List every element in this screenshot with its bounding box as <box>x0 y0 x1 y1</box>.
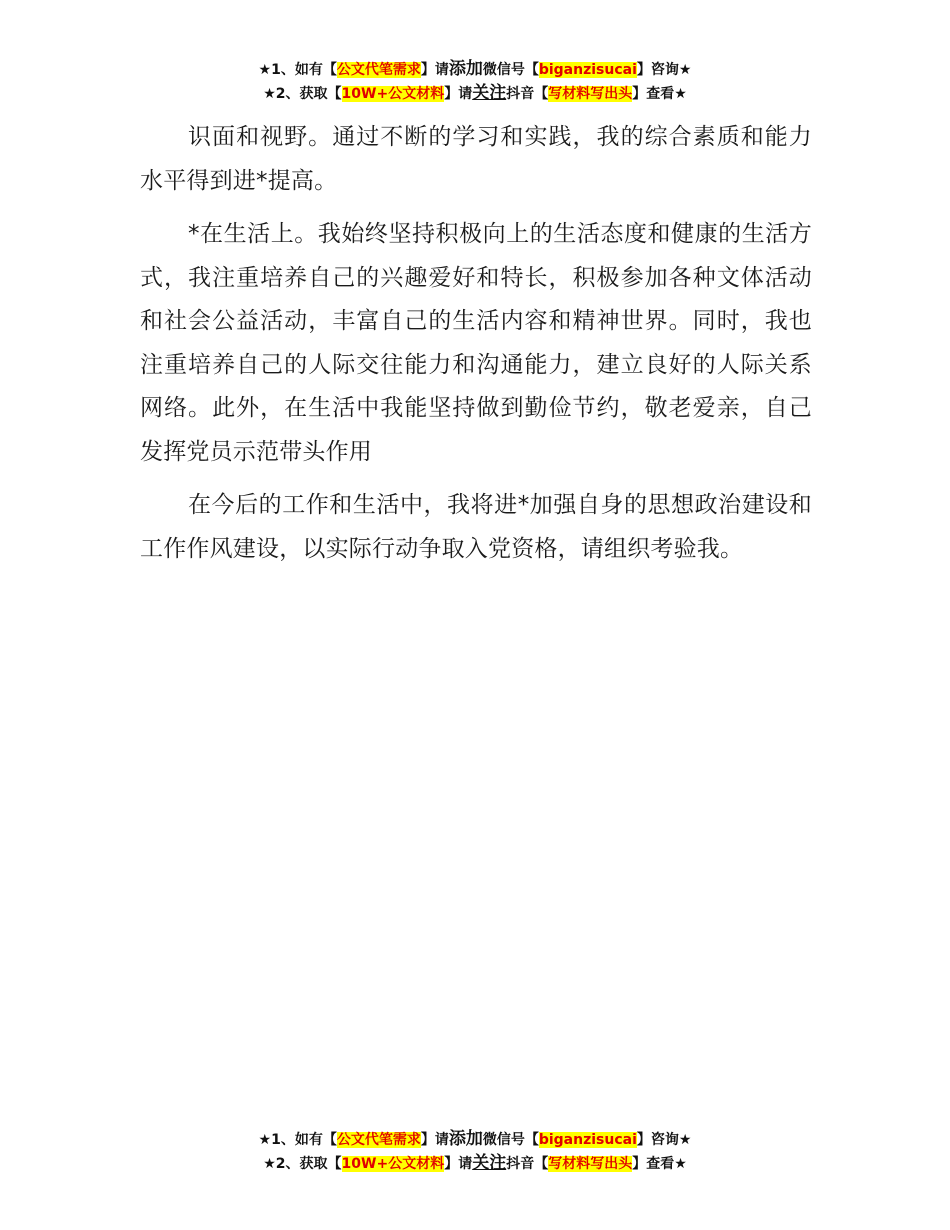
banner-emphasis-underlined: 关注 <box>472 1153 507 1173</box>
banner-text: 微信号【 <box>482 1132 539 1148</box>
banner-text: 2、获取【 <box>275 86 342 102</box>
star-icon: ★ <box>258 62 272 78</box>
footer-banner-line-2 <box>0 1152 950 1176</box>
banner-text: 】请 <box>420 62 449 78</box>
highlight-materials: 10W+公文材料 <box>341 1156 445 1172</box>
footer-banner <box>0 1128 950 1176</box>
highlight-materials: 10W+公文材料 <box>341 86 445 102</box>
banner-text: 】查看 <box>632 1156 675 1172</box>
star-icon: ★ <box>678 1132 692 1148</box>
star-icon: ★ <box>678 62 692 78</box>
paragraph: 在今后的工作和生活中，我将进*加强自身的思想政治建设和工作作风建设，以实际行动争取入党资格，请组织考验我。 <box>140 492 812 562</box>
highlight-service: 公文代笔需求 <box>336 1132 421 1148</box>
highlight-wechat-id: biganzisucai <box>538 62 637 78</box>
star-icon: ★ <box>674 86 687 102</box>
star-icon: ★ <box>674 1156 687 1172</box>
banner-text: 】请 <box>420 1132 449 1148</box>
paragraph: 识面和视野。通过不断的学习和实践，我的综合素质和能力水平得到进*提高。 <box>140 124 812 194</box>
banner-text: 微信号【 <box>482 62 539 78</box>
highlight-douyin-account: 写材料写出头 <box>548 1156 633 1172</box>
banner-emphasis-underlined: 关注 <box>472 83 507 103</box>
star-icon: ★ <box>263 1156 276 1172</box>
star-icon: ★ <box>258 1132 272 1148</box>
highlight-douyin-account: 写材料写出头 <box>548 86 633 102</box>
banner-text: 】咨询 <box>636 62 679 78</box>
banner-text: 】请 <box>444 1156 473 1172</box>
footer-banner-line-1 <box>0 1128 950 1152</box>
document-body <box>140 116 812 581</box>
banner-text: 2、获取【 <box>275 1156 342 1172</box>
highlight-service: 公文代笔需求 <box>336 62 421 78</box>
header-banner-line-2 <box>0 82 950 106</box>
banner-text: 1、如有【 <box>271 62 337 78</box>
star-icon: ★ <box>263 86 276 102</box>
header-banner <box>0 58 950 106</box>
banner-text: 】咨询 <box>636 1132 679 1148</box>
banner-text: 】请 <box>444 86 473 102</box>
highlight-wechat-id: biganzisucai <box>538 1132 637 1148</box>
banner-text: 抖音【 <box>506 86 549 102</box>
banner-text: 1、如有【 <box>271 1132 337 1148</box>
header-banner-line-1 <box>0 58 950 82</box>
banner-text: 抖音【 <box>506 1156 549 1172</box>
banner-emphasis: 添加 <box>448 1129 483 1149</box>
banner-text: 】查看 <box>632 86 675 102</box>
paragraph: *在生活上。我始终坚持积极向上的生活态度和健康的生活方式，我注重培养自己的兴趣爱好和特长，积极参加各种文体活动和社会公益活动，丰富自己的生活内容和精神世界。同时，我也注重培养自己的人际交往能力和沟通能力，建立良好的人际关系网络。此外，在生活中我能坚持做到勤俭节约，敬老爱亲，自己发挥党员示范带头作用 <box>140 221 812 465</box>
banner-emphasis: 添加 <box>448 59 483 79</box>
